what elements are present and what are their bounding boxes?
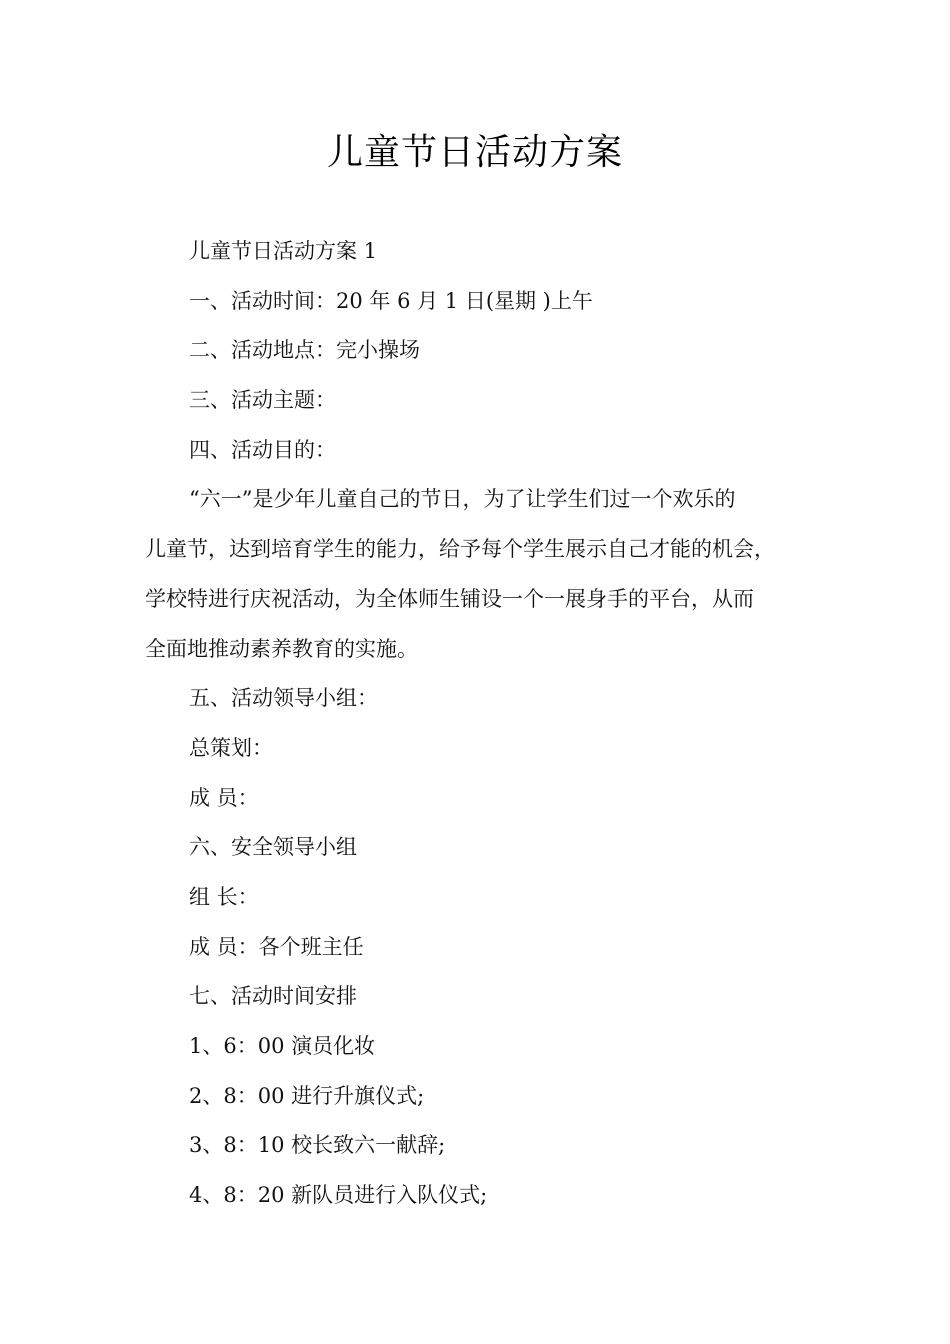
paragraph-line: 学校特进行庆祝活动，为全体师生铺设一个一展身手的平台，从而 — [145, 586, 754, 611]
text-line: 二、活动地点：完小操场 — [189, 338, 420, 363]
text-line: 3、8：10 校长致六一献辞; — [189, 1133, 446, 1158]
text-line: 成 员： — [189, 785, 259, 810]
text-line: 4、8：20 新队员进行入队仪式; — [189, 1183, 488, 1208]
text-line: 一、活动时间：20 年 6 月 1 日(星期 )上午 — [189, 288, 593, 313]
text-line: 组 长： — [189, 884, 259, 909]
text-line: 成 员：各个班主任 — [189, 934, 364, 959]
text-line: 四、活动目的： — [189, 437, 336, 462]
text-line: 七、活动时间安排 — [189, 984, 357, 1009]
paragraph-line: 儿童节，达到培育学生的能力，给予每个学生展示自己才能的机会， — [145, 537, 775, 562]
text-line: 2、8：00 进行升旗仪式; — [189, 1083, 425, 1108]
text-line: 1、6：00 演员化妆 — [189, 1034, 376, 1058]
text-line: 儿童节日活动方案 1 — [189, 239, 378, 263]
text-line: 五、活动领导小组： — [189, 686, 378, 711]
paragraph-line: 全面地推动素养教育的实施。 — [145, 636, 418, 661]
paragraph-line: “六一”是少年儿童自己的节日，为了让学生们过一个欢乐的 — [189, 487, 736, 512]
text-line: 六、安全领导小组 — [189, 835, 357, 860]
text-line: 三、活动主题： — [189, 388, 336, 413]
document-body — [145, 227, 835, 1221]
text-line: 总策划： — [189, 735, 273, 760]
paragraph-purpose — [145, 475, 835, 674]
document-title: 儿童节日活动方案 — [326, 132, 623, 173]
